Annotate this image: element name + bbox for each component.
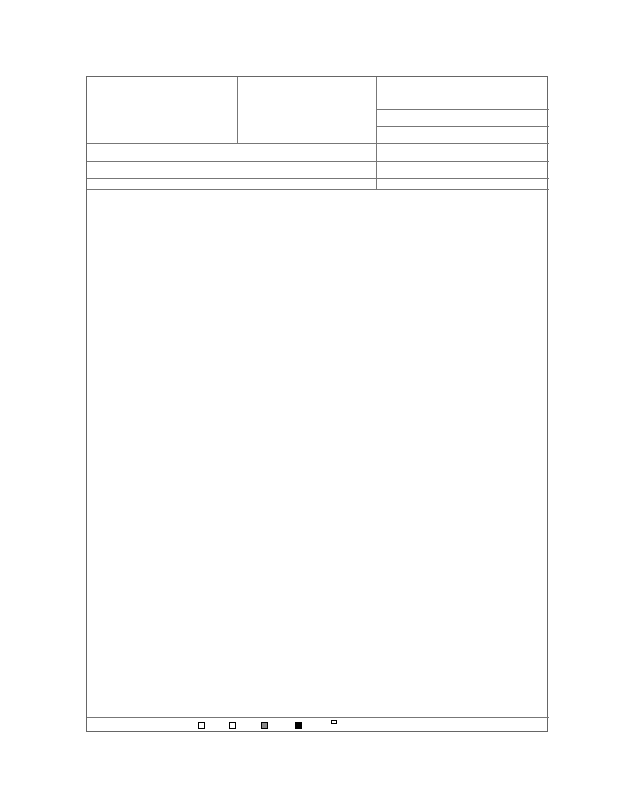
level4-swatch <box>295 722 302 729</box>
legend-sample <box>331 720 337 724</box>
level2-swatch <box>229 722 236 729</box>
level1-swatch <box>198 722 205 729</box>
borehole-log-sheet <box>86 76 548 732</box>
level3-swatch <box>261 722 268 729</box>
